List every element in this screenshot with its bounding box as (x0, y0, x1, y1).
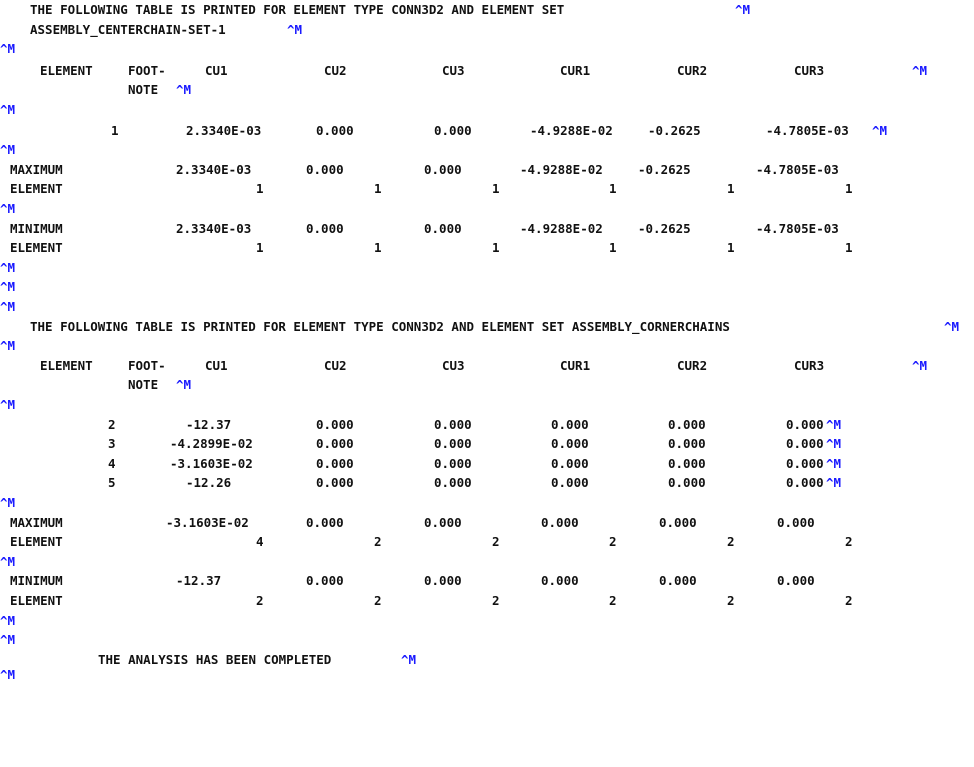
min-cu2: 0.000 (306, 220, 344, 236)
max-el-cu3: 1 (492, 181, 500, 197)
min-cu2: 0.000 (306, 573, 344, 589)
carriage-return-marker: ^M (176, 377, 192, 393)
blank-line (0, 39, 30, 59)
carriage-return-marker: ^M (826, 436, 842, 452)
table2-minimum-row (0, 571, 815, 591)
blank-line (0, 100, 30, 120)
min-el-cur1: 1 (609, 240, 617, 256)
carriage-return-marker: ^M (872, 122, 888, 138)
table-row (0, 415, 842, 435)
col-cur2: CUR2 (677, 357, 708, 373)
carriage-return-marker: ^M (0, 495, 16, 510)
table2-maximum-element-row (0, 532, 853, 552)
table1-minimum-element-row (0, 238, 853, 258)
carriage-return-marker: ^M (0, 667, 16, 682)
cell-cu1: -4.2899E-02 (170, 436, 253, 452)
max-el-cur2: 2 (727, 534, 735, 550)
cell-cur2: 0.000 (668, 455, 706, 471)
max-cur1: -4.9288E-02 (520, 161, 603, 177)
carriage-return-marker: ^M (0, 279, 16, 295)
min-cur3: -4.7805E-03 (756, 220, 839, 236)
col-footnote: FOOT- (128, 357, 166, 373)
cell-cu2: 0.000 (316, 416, 354, 432)
min-el-cu3: 2 (492, 593, 500, 608)
cell-cur2: 0.000 (668, 475, 706, 491)
max-el-cu1: 1 (256, 181, 264, 197)
max-cu3: 0.000 (424, 514, 462, 530)
col-note: NOTE (128, 82, 159, 98)
carriage-return-marker: ^M (826, 475, 842, 491)
cell-element: 4 (108, 455, 116, 471)
max-cur2: 0.000 (659, 514, 697, 530)
blank-line (0, 258, 30, 278)
carriage-return-marker: ^M (0, 299, 16, 314)
max-el-cu1: 4 (256, 534, 264, 550)
col-cur2: CUR2 (677, 62, 708, 78)
col-cu1: CU1 (205, 62, 228, 78)
cell-cu3: 0.000 (434, 122, 472, 138)
max-el-cur1: 2 (609, 534, 617, 550)
min-el-cur3: 1 (845, 240, 853, 256)
cell-cur3: -4.7805E-03 (766, 122, 849, 138)
carriage-return-marker: ^M (0, 553, 16, 569)
cell-cu3: 0.000 (434, 475, 472, 491)
carriage-return-marker: ^M (826, 416, 842, 432)
cell-cu2: 0.000 (316, 475, 354, 491)
max-cur1: 0.000 (541, 514, 579, 530)
col-element: ELEMENT (40, 357, 93, 373)
min-cu1: 2.3340E-03 (176, 220, 252, 236)
max-cur3: -4.7805E-03 (756, 161, 839, 177)
max-el-cu2: 1 (374, 181, 382, 197)
table2-maximum-row (0, 513, 815, 533)
max-el-cur2: 1 (727, 181, 735, 197)
cell-cur1: 0.000 (551, 475, 589, 491)
cell-element: 5 (108, 475, 116, 491)
blank-line (0, 336, 30, 356)
min-cur1: 0.000 (541, 573, 579, 589)
min-el-cu1: 1 (256, 240, 264, 256)
table2-title-line (0, 317, 960, 337)
cell-cu3: 0.000 (434, 455, 472, 471)
cell-cu1: 2.3340E-03 (186, 122, 262, 138)
cell-cu1: -3.1603E-02 (170, 455, 253, 471)
cell-cu1: -12.37 (186, 416, 232, 432)
carriage-return-marker: ^M (0, 397, 16, 412)
minimum-label: MINIMUM (10, 220, 63, 236)
table1-title: THE FOLLOWING TABLE IS PRINTED FOR ELEMENT TYPE CONN3D2 AND ELEMENT SET (30, 2, 572, 17)
col-cu3: CU3 (442, 357, 465, 373)
col-cu2: CU2 (324, 357, 347, 373)
cell-cur1: 0.000 (551, 455, 589, 471)
blank-line (0, 630, 30, 650)
element-label: ELEMENT (10, 593, 63, 608)
carriage-return-marker: ^M (0, 41, 16, 57)
max-cu2: 0.000 (306, 514, 344, 530)
table1-maximum-element-row (0, 179, 853, 199)
min-cu3: 0.000 (424, 573, 462, 589)
min-el-cu3: 1 (492, 240, 500, 256)
carriage-return-marker: ^M (912, 357, 928, 373)
maximum-label: MAXIMUM (10, 514, 63, 530)
min-cur1: -4.9288E-02 (520, 220, 603, 236)
carriage-return-marker: ^M (912, 62, 928, 78)
table2-column-headers-2 (0, 375, 192, 395)
table2-column-headers (0, 356, 928, 376)
table1-set-line (0, 20, 303, 40)
cell-cu2: 0.000 (316, 436, 354, 452)
element-label: ELEMENT (10, 534, 63, 550)
min-el-cu1: 2 (256, 593, 264, 608)
minimum-label: MINIMUM (10, 573, 63, 589)
min-cu1: -12.37 (176, 573, 222, 589)
completion-message: THE ANALYSIS HAS BEEN COMPLETED (98, 651, 332, 667)
cell-cur3: 0.000 (786, 475, 824, 491)
cell-cu3: 0.000 (434, 436, 472, 452)
max-cur3: 0.000 (777, 514, 815, 530)
cell-cur3: 0.000 (786, 416, 824, 432)
carriage-return-marker: ^M (0, 612, 16, 628)
col-cur3: CUR3 (794, 62, 825, 78)
max-cu1: 2.3340E-03 (176, 161, 252, 177)
min-cur2: -0.2625 (638, 220, 691, 236)
cell-cur1: 0.000 (551, 436, 589, 452)
col-note: NOTE (128, 377, 159, 393)
carriage-return-marker: ^M (0, 338, 16, 354)
carriage-return-marker: ^M (0, 632, 16, 648)
table1-column-headers-2 (0, 80, 192, 100)
carriage-return-marker: ^M (826, 455, 842, 471)
col-cur1: CUR1 (560, 357, 591, 373)
blank-line (0, 552, 30, 572)
blank-line (0, 297, 30, 317)
table1-maximum-row (0, 160, 839, 180)
max-cur2: -0.2625 (638, 161, 691, 177)
carriage-return-marker: ^M (401, 651, 417, 667)
max-el-cu3: 2 (492, 534, 500, 550)
table-row (0, 473, 842, 493)
cell-cu3: 0.000 (434, 416, 472, 432)
min-el-cu2: 2 (374, 593, 382, 608)
carriage-return-marker: ^M (0, 201, 16, 216)
blank-line (0, 277, 30, 297)
col-cu3: CU3 (442, 62, 465, 78)
blank-line (0, 140, 30, 160)
table1-title-line (0, 0, 751, 20)
carriage-return-marker: ^M (287, 21, 303, 37)
table-row (0, 121, 888, 141)
table1-set-name: ASSEMBLY_CENTERCHAIN-SET-1 (30, 21, 226, 37)
carriage-return-marker: ^M (735, 2, 751, 17)
cell-cu2: 0.000 (316, 455, 354, 471)
carriage-return-marker: ^M (0, 102, 16, 117)
cell-cur2: 0.000 (668, 436, 706, 452)
blank-line (0, 611, 30, 631)
min-el-cur3: 2 (845, 593, 853, 608)
table1-minimum-row (0, 219, 839, 239)
min-el-cur2: 1 (727, 240, 735, 256)
cell-cur3: 0.000 (786, 455, 824, 471)
cell-cur1: 0.000 (551, 416, 589, 432)
table-row (0, 454, 842, 474)
table1-column-headers (0, 61, 928, 81)
min-cur2: 0.000 (659, 573, 697, 589)
carriage-return-marker: ^M (0, 259, 16, 275)
table2-minimum-element-row (0, 591, 853, 611)
col-cur1: CUR1 (560, 62, 591, 78)
cell-cur2: -0.2625 (648, 122, 701, 138)
blank-line (0, 493, 30, 513)
max-el-cur1: 1 (609, 181, 617, 197)
col-cu1: CU1 (205, 357, 228, 373)
max-cu1: -3.1603E-02 (166, 514, 249, 530)
col-cu2: CU2 (324, 62, 347, 78)
min-el-cur1: 2 (609, 593, 617, 608)
carriage-return-marker: ^M (0, 142, 16, 158)
table-row (0, 434, 842, 454)
cell-element: 1 (111, 122, 119, 138)
cell-cur2: 0.000 (668, 416, 706, 432)
cell-cur1: -4.9288E-02 (530, 122, 613, 138)
min-cu3: 0.000 (424, 220, 462, 236)
max-el-cu2: 2 (374, 534, 382, 550)
cell-element: 3 (108, 436, 116, 452)
cell-cu1: -12.26 (186, 475, 232, 491)
col-footnote: FOOT- (128, 62, 166, 78)
col-cur3: CUR3 (794, 357, 825, 373)
max-cu2: 0.000 (306, 161, 344, 177)
min-el-cu2: 1 (374, 240, 382, 256)
cell-element: 2 (108, 416, 116, 432)
min-el-cur2: 2 (727, 593, 735, 608)
col-element: ELEMENT (40, 62, 93, 78)
element-label: ELEMENT (10, 181, 63, 197)
max-el-cur3: 1 (845, 181, 853, 197)
cell-cu2: 0.000 (316, 122, 354, 138)
cell-cur3: 0.000 (786, 436, 824, 452)
blank-line (0, 395, 30, 415)
min-cur3: 0.000 (777, 573, 815, 589)
max-el-cur3: 2 (845, 534, 853, 550)
table2-title: THE FOLLOWING TABLE IS PRINTED FOR ELEMENT TYPE CONN3D2 AND ELEMENT SET ASSEMBLY_CORNERCHAINS (30, 318, 730, 334)
carriage-return-marker: ^M (944, 318, 960, 334)
maximum-label: MAXIMUM (10, 161, 63, 177)
blank-line (0, 199, 30, 219)
max-cu3: 0.000 (424, 161, 462, 177)
element-label: ELEMENT (10, 240, 63, 256)
carriage-return-marker: ^M (176, 82, 192, 98)
